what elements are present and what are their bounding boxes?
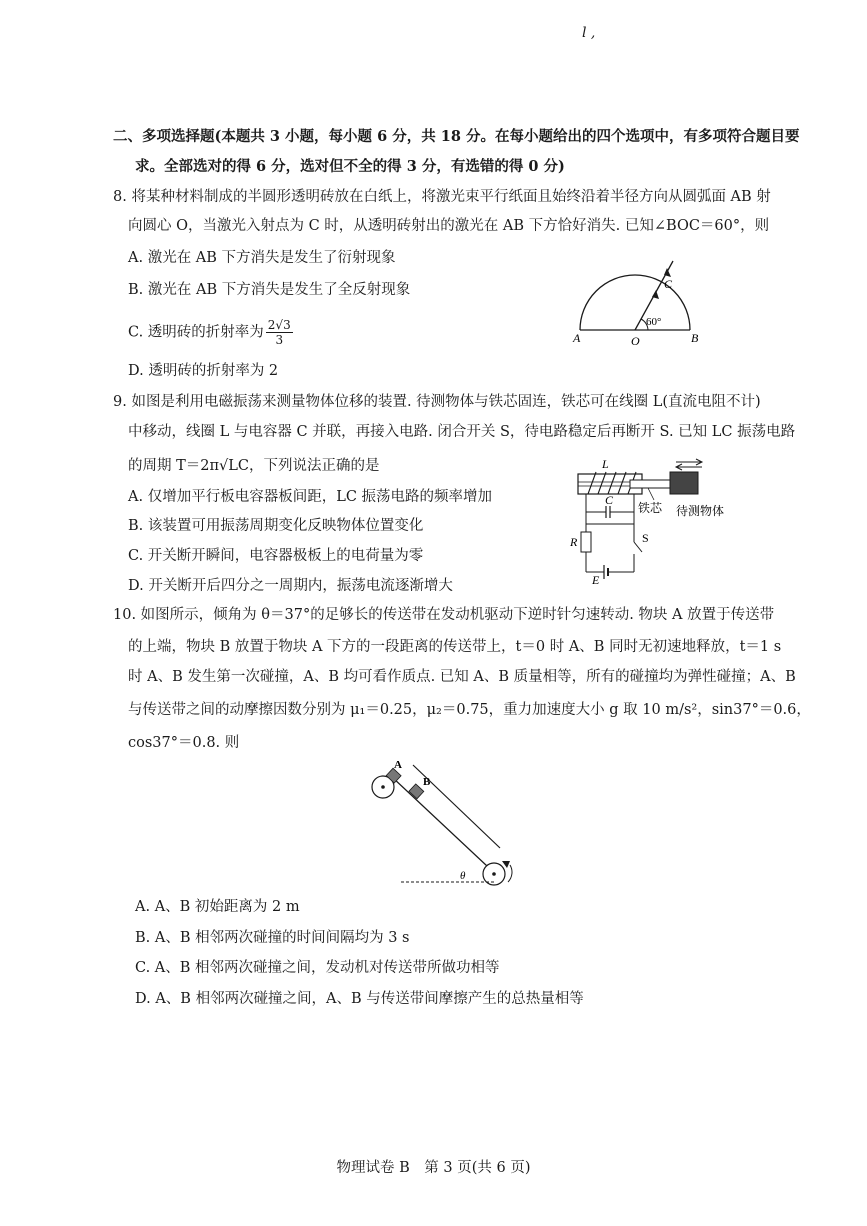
q9-label-object: 待测物体 bbox=[676, 504, 725, 518]
q10-label-a: A bbox=[394, 759, 402, 771]
page-footer: 物理试卷 B 第 3 页(共 6 页) bbox=[336, 1160, 531, 1176]
q10-option-a: A. A、B 初始距离为 2 m bbox=[135, 899, 300, 915]
q10-label-theta: θ bbox=[460, 870, 466, 882]
q8-angle-label: 60° bbox=[646, 316, 662, 328]
q9-label-e: E bbox=[592, 573, 600, 587]
q8-option-a: A. 激光在 AB 下方消失是发生了衍射现象 bbox=[128, 250, 396, 266]
q9-label-s: S bbox=[642, 531, 649, 545]
q8-label-c: C bbox=[664, 277, 673, 291]
q9-label-r: R bbox=[570, 535, 578, 549]
section-title-line2: 求。全部选对的得 6 分，选对但不全的得 3 分，有选错的得 0 分) bbox=[135, 158, 565, 175]
q8-option-d: D. 透明砖的折射率为 2 bbox=[128, 363, 279, 379]
q9-option-a: A. 仅增加平行板电容器板间距，LC 振荡电路的频率增加 bbox=[128, 489, 493, 505]
q10-label-b: B bbox=[423, 776, 431, 788]
q8-option-c-text: C. 透明砖的折射率为 bbox=[128, 324, 264, 341]
q9-option-c: C. 开关断开瞬间，电容器极板上的电荷量为零 bbox=[128, 548, 424, 564]
corner-mark: l , bbox=[582, 25, 596, 41]
q9-stem-line1: 9. 如图是利用电磁振荡来测量物体位移的装置. 待测物体与铁芯固连，铁芯可在线圈 L(直流电阻不计) bbox=[113, 394, 761, 410]
q8-label-a: A bbox=[573, 331, 581, 345]
q9-stem-line2: 中移动，线圈 L 与电容器 C 并联，再接入电路. 闭合开关 S，待电路稳定后再断开 S. 已知 LC 振荡电路 bbox=[128, 424, 796, 440]
q8-stem-line1: 8. 将某种材料制成的半圆形透明砖放在白纸上，将激光束平行纸面且始终沿着半径方向从圆弧面 AB 射 bbox=[113, 189, 771, 205]
q9-label-l: L bbox=[602, 457, 609, 471]
q8-label-b: B bbox=[691, 331, 699, 345]
q10-option-c: C. A、B 相邻两次碰撞之间，发动机对传送带所做功相等 bbox=[135, 960, 500, 976]
q8-semicircle-figure bbox=[568, 252, 708, 354]
q8-label-o: O bbox=[631, 334, 640, 348]
q8-option-c-fraction bbox=[266, 318, 293, 347]
q8-stem-line2: 向圆心 O，当激光入射点为 C 时，从透明砖射出的激光在 AB 下方恰好消失. 已知∠BOC＝60°，则 bbox=[128, 218, 770, 234]
q9-label-core: 铁芯 bbox=[638, 501, 663, 515]
q10-stem-line2: 的上端，物块 B 放置于物块 A 下方的一段距离的传送带上，t＝0 时 A、B 同时无初速地释放，t＝1 s bbox=[128, 639, 782, 655]
q9-option-d: D. 开关断开后四分之一周期内，振荡电流逐渐增大 bbox=[128, 578, 453, 594]
q8-option-c bbox=[128, 318, 293, 347]
fraction-numerator: 2√3 bbox=[267, 318, 291, 332]
q10-option-d: D. A、B 相邻两次碰撞之间，A、B 与传送带间摩擦产生的总热量相等 bbox=[135, 991, 584, 1007]
q10-conveyor-figure bbox=[395, 755, 525, 891]
q10-stem-line1: 10. 如图所示，倾角为 θ＝37°的足够长的传送带在发动机驱动下逆时针匀速转动. 物块 A 放置于传送带 bbox=[113, 607, 775, 623]
q9-option-b: B. 该装置可用振荡周期变化反映物体位置变化 bbox=[128, 518, 424, 534]
q10-stem-line4: 与传送带之间的动摩擦因数分别为 μ₁＝0.25，μ₂＝0.75，重力加速度大小 g 取 10 m/s²，sin37°＝0.6， bbox=[128, 702, 811, 718]
section-title-line1: 二、多项选择题(本题共 3 小题，每小题 6 分，共 18 分。在每小题给出的四个选项中，有多项符合题目要 bbox=[113, 128, 800, 145]
q10-stem-line5: cos37°＝0.8. 则 bbox=[128, 735, 240, 751]
q10-stem-line3: 时 A、B 发生第一次碰撞，A、B 均可看作质点. 已知 A、B 质量相等，所有的碰撞均为弹性碰撞；A、B bbox=[128, 669, 796, 685]
q9-circuit-figure bbox=[562, 452, 752, 592]
q8-option-b: B. 激光在 AB 下方消失是发生了全反射现象 bbox=[128, 282, 411, 298]
q10-option-b: B. A、B 相邻两次碰撞的时间间隔均为 3 s bbox=[135, 930, 410, 946]
q9-stem-line3: 的周期 T＝2π√LC，下列说法正确的是 bbox=[128, 458, 380, 474]
q9-label-c: C bbox=[605, 493, 614, 507]
fraction-denominator: 3 bbox=[275, 333, 284, 347]
